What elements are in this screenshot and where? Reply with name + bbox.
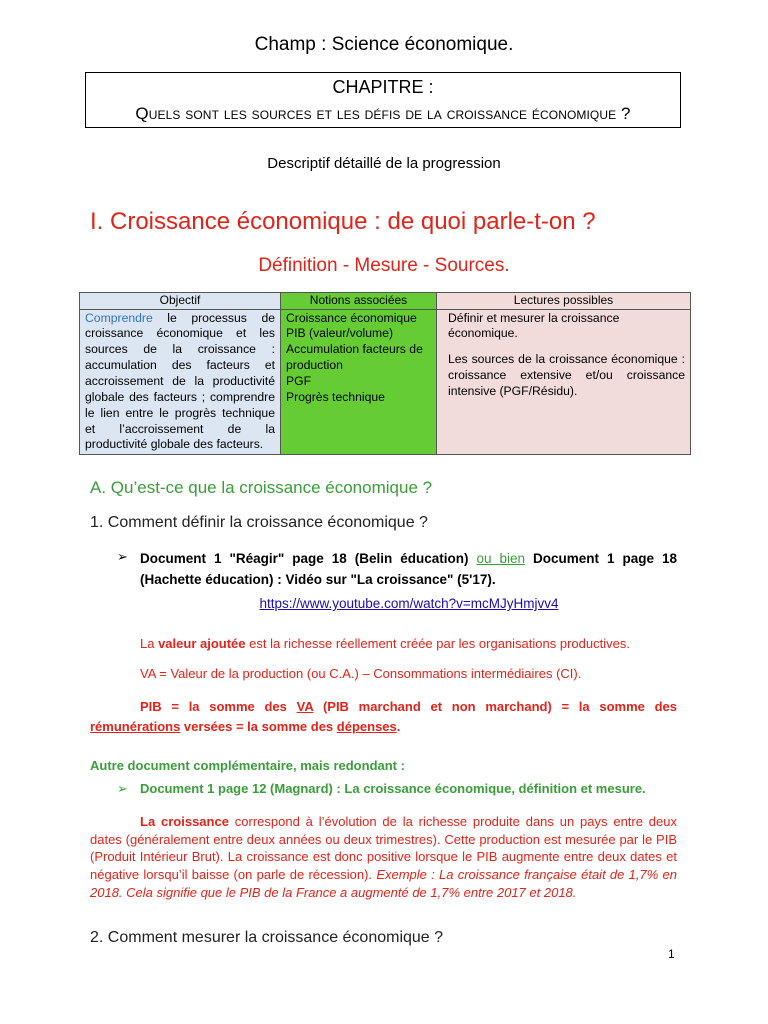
table-header: Notions associées [281, 293, 437, 310]
va-pre: La [140, 636, 159, 651]
section-subtitle: Définition - Mesure - Sources. [258, 255, 510, 276]
field-title: Champ : Science économique. [254, 34, 514, 55]
question-2: 2. Comment mesurer la croissance économique ? [90, 929, 444, 946]
objectif-verb: Comprendre [85, 310, 153, 325]
pib-va: VA [296, 699, 314, 714]
va-formula: VA = Valeur de la production (ou C.A.) – Consommations intermédiaires (CI). [140, 666, 582, 681]
lectures-item: Les sources de la croissance économique : croissance extensive et/ou croissance intensive (PGF/Résidu). [448, 352, 685, 399]
pib-definition [90, 697, 677, 737]
doc1-hachette: Document 1 page 18 (Hachette éducation) : Vidéo sur "La croissance" (5'17). [140, 551, 677, 587]
pib-depenses: dépenses [336, 719, 397, 735]
document-1-reference [140, 549, 677, 591]
objectif-text: le processus de croissance économique et les sources de la croissance : accumulation des facteurs et accroissement de la productivité globale des facteurs ; comprendre le lien entre le progrès technique et l’accroissement de la productivité globale des facteurs. [85, 310, 275, 452]
question-1: 1. Comment définir la croissance économique ? [90, 514, 428, 531]
or-link: ou bien [476, 551, 526, 566]
page-number: 1 [668, 947, 675, 961]
pib-text: PIB = la somme des [140, 699, 297, 714]
croissance-example: Exemple : La croissance française était de 1,7% en 2018. Cela signifie que le PIB de la France a augmenté de 1,7% entre 2017 et 2018. [90, 867, 677, 900]
chapter-question: Quels sont les sources et les défis de la croissance économique ? [135, 104, 631, 123]
croissance-text: correspond à l’évolution de la richesse produite dans un pays entre deux dates (généralement entre deux années ou deux trimestres). Cette production est mesurée par le PIB (Produit Intérieur Brut). La croissance est donc positive lorsque le PIB augmente entre deux dates et négative lorsqu’il baisse (on parle de récession). [90, 814, 677, 883]
arrow-bullet-icon: ➢ [117, 549, 128, 564]
autre-text: Autre document complémentaire, mais redondant : [90, 758, 405, 773]
croissance-definition [90, 813, 677, 901]
pib-text: (PIB marchand et non marchand) = la somme des [313, 699, 677, 714]
chapter-label: CHAPITRE : [332, 77, 434, 97]
table-row [80, 309, 691, 455]
va-definition [140, 636, 630, 651]
notion-item: Progrès technique [286, 389, 385, 404]
table-header: Lectures possibles [437, 293, 691, 310]
youtube-link[interactable]: https://www.youtube.com/watch?v=mcMJyHmjvv4 [259, 596, 559, 611]
notion-item: PGF [286, 374, 312, 389]
notion-item: Accumulation facteurs de production [286, 342, 423, 373]
va-post: est la richesse réellement créée par les organisations productives. [245, 636, 630, 651]
notion-item: Croissance économique [286, 310, 417, 325]
progression-table [79, 292, 691, 455]
lectures-item: Définir et mesurer la croissance économique. [448, 310, 620, 341]
progression-subtitle: Descriptif détaillé de la progression [267, 155, 501, 172]
table-header: Objectif [80, 293, 281, 310]
objectif-cell [80, 309, 281, 455]
notion-item: PIB (valeur/volume) [286, 326, 394, 341]
doc1-belin: Document 1 "Réagir" page 18 (Belin éducation) [140, 551, 469, 566]
pib-remunerations: rémunérations [90, 719, 181, 735]
doc2-text: Document 1 page 12 (Magnard) : La croissance économique, définition et mesure. [140, 781, 646, 796]
notions-cell [281, 309, 437, 455]
croissance-term: La croissance [140, 814, 229, 829]
pib-text: versées = la somme des [180, 719, 337, 735]
complementary-doc-label [90, 758, 405, 773]
pib-text: . [396, 719, 401, 735]
va-term: valeur ajoutée [158, 636, 246, 651]
part-a-title: A. Qu’est-ce que la croissance économique ? [90, 478, 433, 497]
chapter-box [85, 72, 681, 128]
section-title: I. Croissance économique : de quoi parle-t-on ? [90, 208, 596, 235]
document-2-reference [140, 781, 646, 796]
arrow-bullet-icon: ➢ [117, 781, 128, 796]
lectures-cell [437, 309, 691, 455]
table-header-row [80, 293, 691, 310]
